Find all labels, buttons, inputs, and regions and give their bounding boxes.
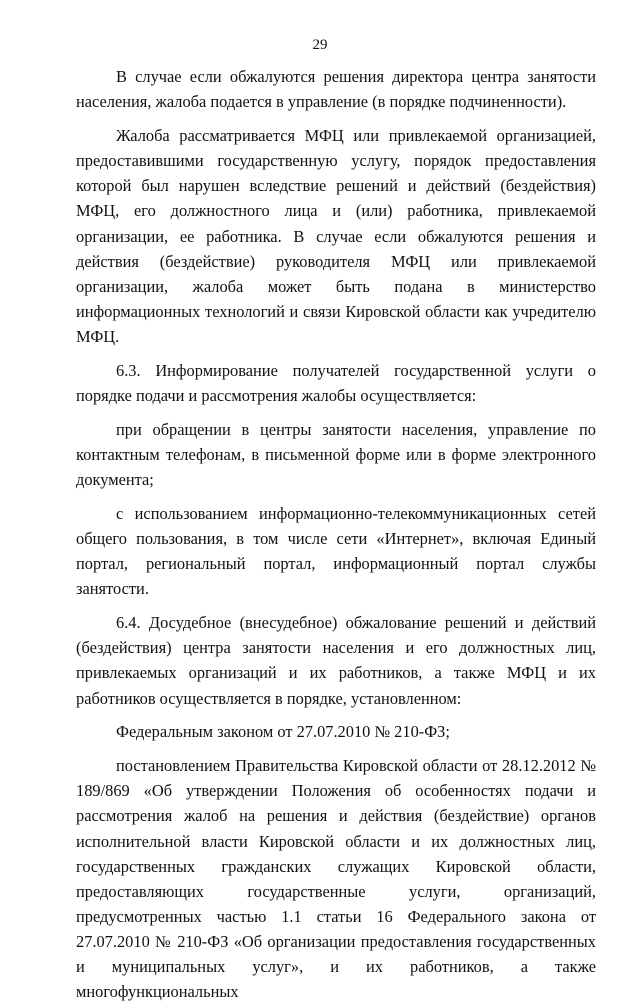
paragraph-government-resolution: постановлением Правительства Кировской области от 28.12.2012 № 189/869 «Об утверждении Положения об особенностях подачи и рассмотрения жалоб на решения и действия (бездействие) органов исполнительной власти Кировской области и их должностных лиц, государственных гражданских служащих Кировской области, предоставляющих государственные услуги, организаций, предусмотренных частью 1.1 статьи 16 Федерального закона от 27.07.2010 № 210-ФЗ «Об организации предоставления государственных и муниципальных услуг», и их работников, а также многофункциональных (76, 756, 596, 1002)
page-number: 29 (312, 37, 328, 53)
document-body (76, 64, 596, 1005)
paragraph-internet-portals: с использованием информационно-телекоммуникационных сетей общего пользования, в том числе сети «Интернет», включая Единый портал, региональный портал, информационный портал службы занятости. (76, 503, 596, 599)
paragraph-federal-law: Федеральным законом от 27.07.2010 № 210-ФЗ; (116, 722, 450, 742)
paragraph-section-6-3: 6.3. Информирование получателей государственной услуги о порядке подачи и рассмотрения жалобы осуществляется: (76, 360, 596, 406)
paragraph-appeal-director: В случае если обжалуются решения директора центра занятости населения, жалоба подается в управление (в порядке подчиненности). (76, 67, 596, 112)
paragraph-section-6-4: 6.4. Досудебное (внесудебное) обжалование решений и действий (бездействия) центра занятости населения и его должностных лиц, привлекаемых организаций и их работников, а также МФЦ и их работников осуществляется в порядке, установленном: (76, 613, 596, 708)
paragraph-complaint-mfc: Жалоба рассматривается МФЦ или привлекаемой организацией, предоставившими государственную услугу, порядок предоставления которой был нарушен вследствие решений и действий (бездействия) МФЦ, его должностного лица и (или) работника, привлекаемой организации, ее работника. В случае если обжалуются решения и действия (бездействие) руководителя МФЦ или привлекаемой организации, жалоба может быть подана в министерство информационных технологий и связи Кировской области как учредителю МФЦ. (76, 125, 596, 347)
paragraph-contact-phones: при обращении в центры занятости населения, управление по контактным телефонам, в письменной форме или в форме электронного документа; (76, 419, 596, 490)
